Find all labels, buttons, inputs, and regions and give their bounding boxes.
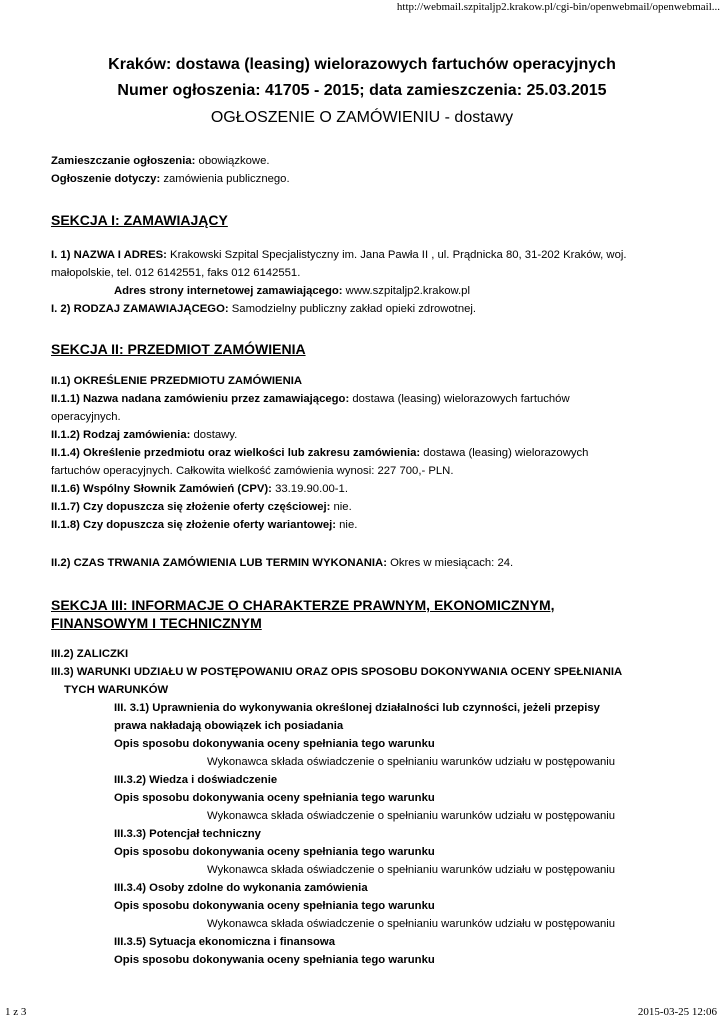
section-3-body — [51, 645, 691, 969]
document-title-block — [0, 52, 724, 132]
contracting-type-label: I. 2) RODZAJ ZAMAWIAJĄCEGO: — [51, 303, 229, 315]
condition-3-title: III.3.3) Potencjał techniczny — [114, 828, 261, 840]
condition-3-assessment-label: Opis sposobu dokonywania oceny spełniania tego warunku — [114, 846, 435, 858]
section-2-heading: SEKCJA II: PRZEDMIOT ZAMÓWIENIA — [51, 341, 306, 357]
order-type-label: II.1.2) Rodzaj zamówienia: — [51, 429, 191, 441]
website-label: Adres strony internetowej zamawiającego: — [114, 285, 343, 297]
subject-heading: II.1) OKREŚLENIE PRZEDMIOTU ZAMÓWIENIA — [51, 375, 303, 387]
print-datetime: 2015-03-25 12:06 — [637, 1006, 717, 1018]
website-value: www.szpitaljp2.krakow.pl — [342, 285, 470, 297]
advances-heading: III.2) ZALICZKI — [51, 648, 129, 660]
announcement-number: Numer ogłoszenia: 41705 - 2015; data zamieszczenia: 25.03.2015 — [117, 82, 607, 99]
concerns-label: Ogłoszenie dotyczy: — [51, 173, 161, 185]
contracting-type-value: Samodzielny publiczny zakład opieki zdrowotnej. — [228, 303, 477, 315]
name-address-value: Krakowski Szpital Specjalistyczny im. Jana Pawła II , ul. Prądnicka 80, 31-202 Kraków, woj. — [166, 249, 627, 261]
order-name-value: dostawa (leasing) wielorazowych fartuchów — [349, 393, 570, 405]
concerns-value: zamówienia publicznego. — [160, 173, 290, 185]
order-scope-value-cont: fartuchów operacyjnych. Całkowita wielkość zamówienia wynosi: 227 700,- PLN. — [51, 465, 454, 477]
section-1-heading: SEKCJA I: ZAMAWIAJĄCY — [51, 212, 228, 228]
partial-offer-value: nie. — [330, 501, 352, 513]
order-name-value-cont: operacyjnych. — [51, 411, 121, 423]
order-scope-label: II.1.4) Określenie przedmiotu oraz wielkości lub zakresu zamówienia: — [51, 447, 421, 459]
condition-1-title: III. 3.1) Uprawnienia do wykonywania określonej działalności lub czynności, jeżeli przepisy — [114, 702, 600, 714]
condition-5-title: III.3.5) Sytuacja ekonomiczna i finansowa — [114, 936, 335, 948]
section-3-heading — [51, 596, 691, 632]
duration-label: II.2) CZAS TRWANIA ZAMÓWIENIA LUB TERMIN WYKONANIA: — [51, 557, 387, 569]
condition-2-assessment-text: Wykonawca składa oświadczenie o spełnianiu warunków udziału w postępowaniu — [207, 810, 616, 822]
variant-offer-label: II.1.8) Czy dopuszcza się złożenie oferty wariantowej: — [51, 519, 337, 531]
condition-4-assessment-text: Wykonawca składa oświadczenie o spełnianiu warunków udziału w postępowaniu — [207, 918, 616, 930]
section-3-heading-line1: SEKCJA III: INFORMACJE O CHARAKTERZE PRAWNYM, EKONOMICZNYM, — [51, 597, 555, 613]
condition-2-title: III.3.2) Wiedza i doświadczenie — [114, 774, 278, 786]
section-2-body — [51, 372, 691, 534]
section-3-heading-line2: FINANSOWYM I TECHNICZNYM — [51, 615, 262, 631]
publication-value: obowiązkowe. — [195, 155, 270, 167]
duration-value: Okres w miesiącach: 24. — [386, 557, 514, 569]
condition-4-title: III.3.4) Osoby zdolne do wykonania zamówienia — [114, 882, 368, 894]
name-address-value-cont: małopolskie, tel. 012 6142551, faks 012 6142551. — [51, 267, 301, 279]
document-title: Kraków: dostawa (leasing) wielorazowych fartuchów operacyjnych — [108, 56, 616, 73]
partial-offer-label: II.1.7) Czy dopuszcza się złożenie oferty częściowej: — [51, 501, 331, 513]
print-url-header: http://webmail.szpitaljp2.krakow.pl/cgi-bin/openwebmail/openwebmail... — [396, 1, 720, 13]
condition-2-assessment-label: Opis sposobu dokonywania oceny spełniania tego warunku — [114, 792, 435, 804]
section-1-body — [51, 246, 691, 318]
condition-4-assessment-label: Opis sposobu dokonywania oceny spełniania tego warunku — [114, 900, 435, 912]
condition-1-title-cont: prawa nakładają obowiązek ich posiadania — [114, 720, 344, 732]
condition-3-assessment-text: Wykonawca składa oświadczenie o spełnianiu warunków udziału w postępowaniu — [207, 864, 616, 876]
conditions-heading: III.3) WARUNKI UDZIAŁU W POSTĘPOWANIU ORAZ OPIS SPOSOBU DOKONYWANIA OCENY SPEŁNIANIA — [51, 666, 623, 678]
conditions-heading-cont: TYCH WARUNKÓW — [64, 684, 169, 696]
order-name-label: II.1.1) Nazwa nadana zamówieniu przez zamawiającego: — [51, 393, 350, 405]
variant-offer-value: nie. — [336, 519, 358, 531]
name-address-label: I. 1) NAZWA I ADRES: — [51, 249, 167, 261]
order-scope-value: dostawa (leasing) wielorazowych — [420, 447, 589, 459]
condition-1-assessment-label: Opis sposobu dokonywania oceny spełniania tego warunku — [114, 738, 435, 750]
page-counter: 1 z 3 — [5, 1006, 27, 1018]
intro-block — [51, 152, 691, 188]
cpv-label: II.1.6) Wspólny Słownik Zamówień (CPV): — [51, 483, 272, 495]
order-type-value: dostawy. — [190, 429, 238, 441]
publication-label: Zamieszczanie ogłoszenia: — [51, 155, 196, 167]
announcement-type: OGŁOSZENIE O ZAMÓWIENIU - dostawy — [210, 109, 514, 126]
condition-1-assessment-text: Wykonawca składa oświadczenie o spełnianiu warunków udziału w postępowaniu — [207, 756, 616, 768]
condition-5-assessment-label: Opis sposobu dokonywania oceny spełniania tego warunku — [114, 954, 435, 966]
duration-block — [51, 554, 691, 572]
cpv-value: 33.19.90.00-1. — [271, 483, 348, 495]
